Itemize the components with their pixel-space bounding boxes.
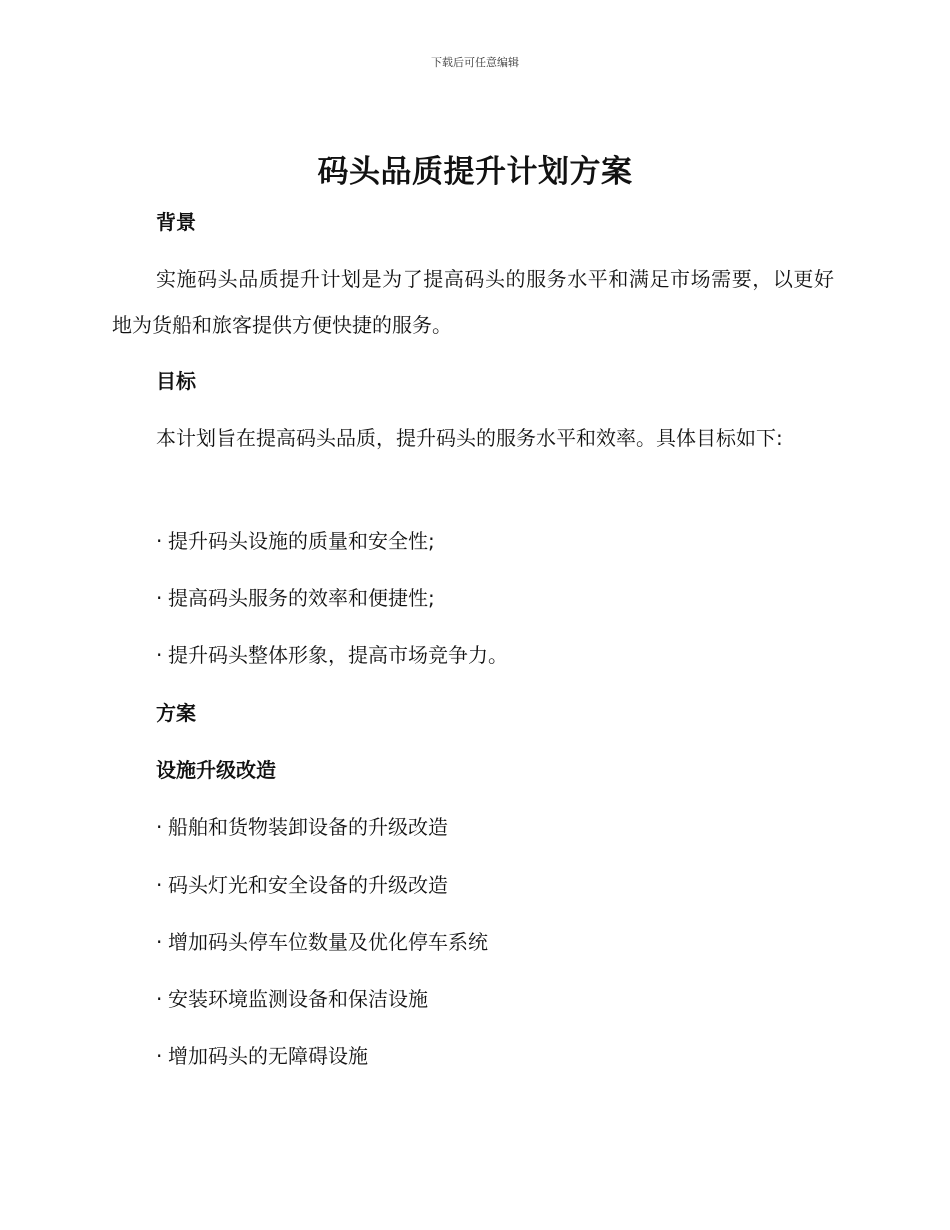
bullet-dot: · [156,930,163,954]
bullet-dot: · [156,1044,163,1068]
plan-list-item-text: 船舶和货物装卸设备的升级改造 [168,815,448,839]
bullet-dot: · [156,815,163,839]
section-heading-plan: 方案 [156,701,196,725]
plan-list-item-text: 增加码头停车位数量及优化停车系统 [168,930,488,954]
background-paragraph: 实施码头品质提升计划是为了提高码头的服务水平和满足市场需要，以更好地为货船和旅客提供方便快捷的服务。 [112,267,834,337]
plan-list-item-text: 安装环境监测设备和保洁设施 [168,987,428,1011]
plan-list-item [156,1042,368,1070]
plan-list-item-text: 增加码头的无障碍设施 [168,1044,368,1068]
goal-list-item-text: 提高码头服务的效率和便捷性; [168,586,435,610]
bullet-dot: · [156,586,163,610]
goal-list-item [156,584,435,612]
document-title: 码头品质提升计划方案 [317,154,633,190]
goals-paragraph: 本计划旨在提高码头品质，提升码头的服务水平和效率。具体目标如下: [156,426,783,450]
subheading-facility-upgrade: 设施升级改造 [156,758,276,782]
section-heading-goals: 目标 [156,369,196,393]
goal-list-item [156,527,435,555]
goal-list-item-text: 提升码头设施的质量和安全性; [168,529,435,553]
bullet-dot: · [156,643,163,667]
plan-list-item-text: 码头灯光和安全设备的升级改造 [168,873,448,897]
plan-list-item [156,985,428,1013]
bullet-dot: · [156,873,163,897]
goal-list-item-text: 提升码头整体形象，提高市场竞争力。 [168,643,508,667]
bullet-dot: · [156,987,163,1011]
goal-list-item [156,641,508,669]
plan-list-item [156,813,448,841]
section-heading-background: 背景 [156,210,196,234]
plan-list-item [156,928,488,956]
plan-list-item [156,871,448,899]
page-header-note: 下载后可任意编辑 [431,56,519,69]
bullet-dot: · [156,529,163,553]
